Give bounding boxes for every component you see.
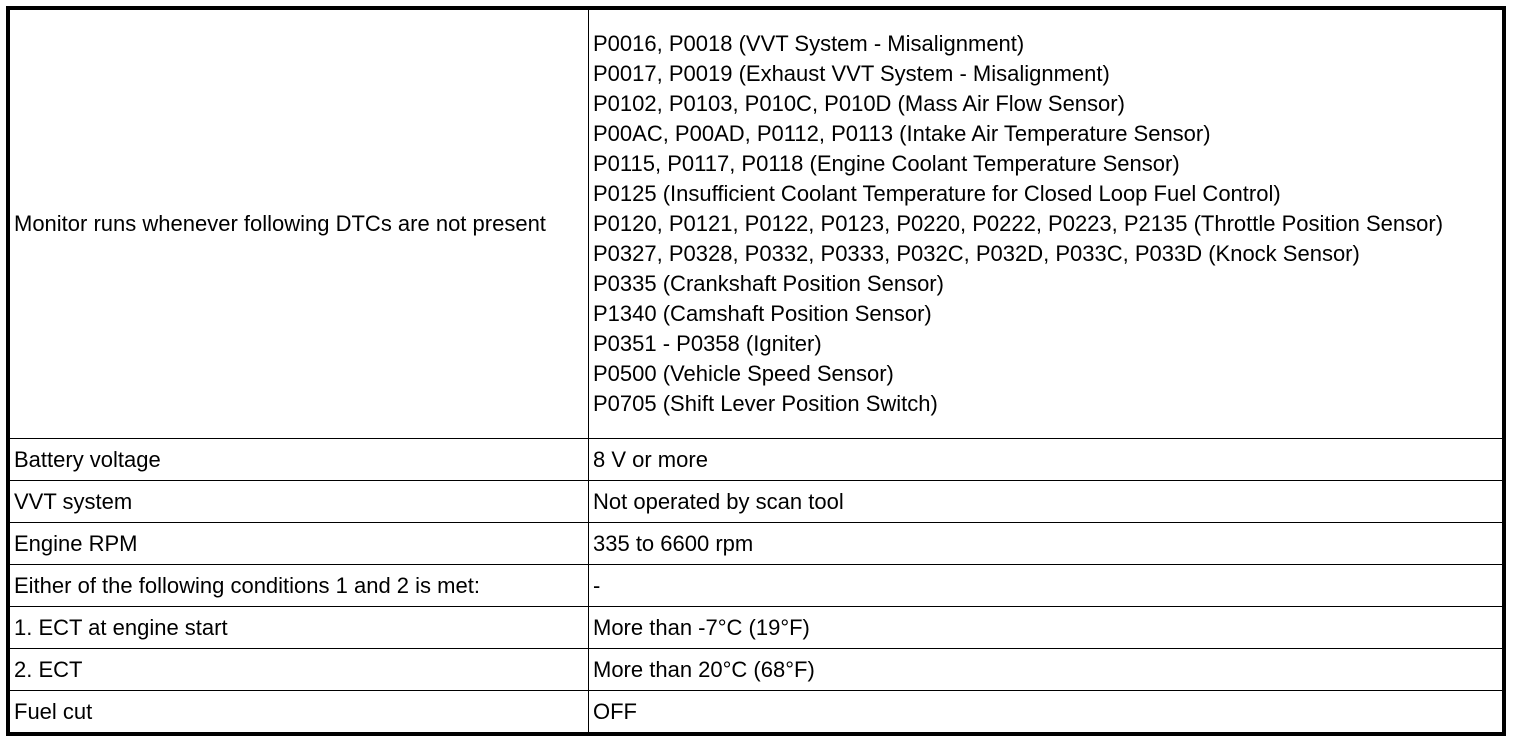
condition-cell [10, 691, 589, 733]
condition-text: Fuel cut [14, 698, 93, 724]
table-row [10, 691, 1503, 733]
dtc-line: P0102, P0103, P010C, P010D (Mass Air Flow Sensor) [593, 91, 1125, 116]
condition-text: Engine RPM [14, 530, 138, 556]
table-row [10, 523, 1503, 565]
condition-cell [10, 649, 589, 691]
value-text: Not operated by scan tool [593, 488, 844, 514]
value-cell [589, 481, 1503, 523]
value-text: 335 to 6600 rpm [593, 530, 754, 556]
value-text: More than -7°C (19°F) [593, 614, 810, 640]
table-row [10, 565, 1503, 607]
value-cell [589, 691, 1503, 733]
dtc-line: P1340 (Camshaft Position Sensor) [593, 301, 932, 326]
condition-text: VVT system [14, 488, 133, 514]
value-text: 8 V or more [593, 446, 708, 472]
condition-text: Monitor runs whenever following DTCs are not present [14, 211, 546, 236]
value-text: More than 20°C (68°F) [593, 656, 815, 682]
condition-cell [10, 607, 589, 649]
table-row [10, 439, 1503, 481]
condition-cell [10, 523, 589, 565]
table-row [10, 10, 1503, 439]
condition-text: 1. ECT at engine start [14, 614, 228, 640]
value-cell [589, 523, 1503, 565]
table-row [10, 649, 1503, 691]
condition-text: Either of the following conditions 1 and 2 is met: [14, 572, 480, 598]
conditions-table-frame [6, 6, 1506, 736]
condition-text: Battery voltage [14, 446, 161, 472]
dtc-line: P0500 (Vehicle Speed Sensor) [593, 361, 894, 386]
dtc-line: P0016, P0018 (VVT System - Misalignment) [593, 31, 1025, 56]
table-row [10, 607, 1503, 649]
dtc-line: P0351 - P0358 (Igniter) [593, 331, 822, 356]
dtc-line: P0705 (Shift Lever Position Switch) [593, 391, 938, 416]
value-cell [589, 565, 1503, 607]
value-text: - [593, 572, 601, 598]
value-cell [589, 607, 1503, 649]
dtc-line: P0335 (Crankshaft Position Sensor) [593, 271, 944, 296]
value-cell [589, 10, 1503, 439]
dtc-line: P0115, P0117, P0118 (Engine Coolant Temperature Sensor) [593, 151, 1180, 176]
dtc-line: P0120, P0121, P0122, P0123, P0220, P0222, P0223, P2135 (Throttle Position Sensor) [593, 211, 1444, 236]
dtc-list [593, 29, 1462, 419]
dtc-line: P0125 (Insufficient Coolant Temperature for Closed Loop Fuel Control) [593, 181, 1281, 206]
table-row [10, 481, 1503, 523]
value-cell [589, 439, 1503, 481]
dtc-line: P0327, P0328, P0332, P0333, P032C, P032D, P033C, P033D (Knock Sensor) [593, 241, 1360, 266]
condition-cell [10, 481, 589, 523]
value-text: OFF [593, 698, 637, 724]
conditions-table [9, 9, 1503, 733]
value-cell [589, 649, 1503, 691]
dtc-line: P00AC, P00AD, P0112, P0113 (Intake Air Temperature Sensor) [593, 121, 1211, 146]
condition-cell [10, 10, 589, 439]
condition-cell [10, 565, 589, 607]
condition-text: 2. ECT [14, 656, 83, 682]
condition-cell [10, 439, 589, 481]
dtc-line: P0017, P0019 (Exhaust VVT System - Misalignment) [593, 61, 1110, 86]
